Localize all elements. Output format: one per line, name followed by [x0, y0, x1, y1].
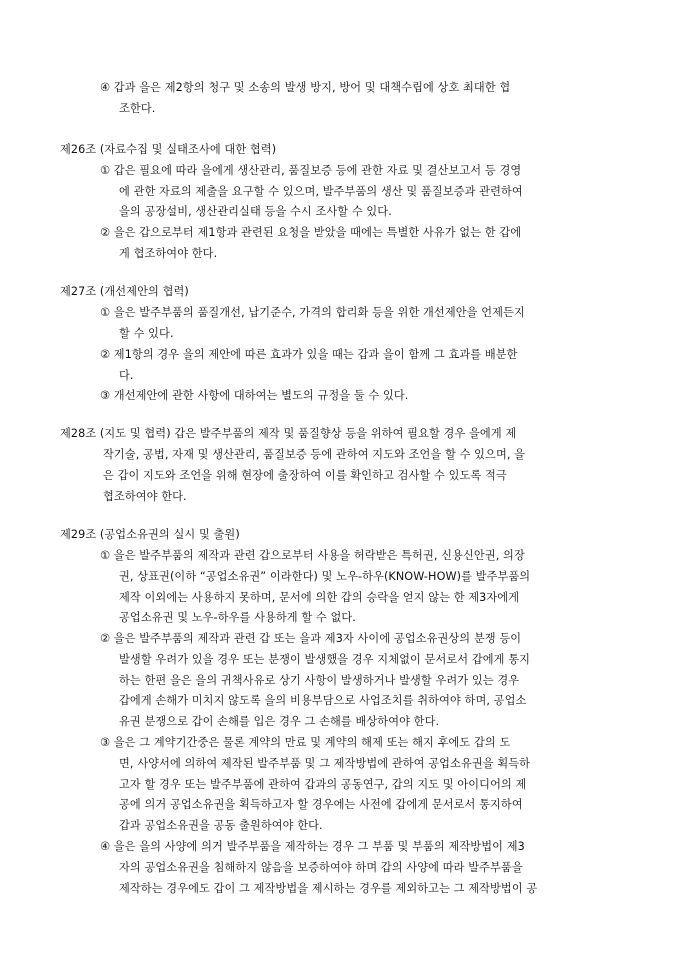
article-25-item-4-line-2: 조한다. — [119, 102, 156, 115]
article-29-item-2-line-5: 유권 분쟁으로 갑이 손해를 입은 경우 그 손해를 배상하여야 한다. — [119, 715, 440, 728]
article-25-item-4-line-1: ④ 갑과 을은 제2항의 청구 및 소송의 발생 방지, 방어 및 대책수립에 상호 최대한 협 — [100, 81, 511, 94]
article-26-item-1-line-1: ① 갑은 필요에 따라 을에게 생산관리, 품질보증 등에 관한 자료 및 결산보고서 등 경영 — [100, 164, 522, 177]
article-26-item-1-line-3: 을의 공장설비, 생산관리실태 등을 수시 조사할 수 있다. — [119, 205, 392, 218]
article-29-item-1-line-2: 권, 상표권(이하 “공업소유권” 이라한다) 및 노우-하우(KNOW-HOW)를 발주부품의 — [119, 570, 531, 583]
article-26-item-2-line-2: 게 협조하여야 한다. — [119, 247, 218, 260]
article-27-item-1-line-1: ① 을은 발주부품의 품질개선, 납기준수, 가격의 합리화 등을 위한 개선제안을 언제든지 — [100, 306, 525, 319]
article-27-item-1-line-2: 할 수 있다. — [119, 327, 174, 340]
article-29-item-4-line-2: 자의 공업소유권을 침해하지 않음을 보증하여야 하며 갑의 사양에 따라 발주부품을 — [119, 861, 523, 874]
article-29-item-4-line-3: 제작하는 경우에도 갑이 그 제작방법을 제시하는 경우를 제외하고는 그 제작방법이 공 — [119, 882, 538, 895]
article-29-item-2-line-2: 발생할 우려가 있을 경우 또는 분쟁이 발생했을 경우 지체없이 문서로서 갑에게 통지 — [119, 653, 531, 666]
article-28-line-1: 제28조 (지도 및 협력) 갑은 발주부품의 제작 및 품질향상 등을 위하여 필요할 경우 을에게 제 — [60, 427, 517, 440]
article-29-item-2-line-3: 하는 한편 을은 을의 귀책사유로 상기 사항이 발생하거나 발생할 우려가 있는 경우 — [119, 674, 520, 687]
article-29-title: 제29조 (공업소유권의 실시 및 출원) — [60, 528, 240, 541]
article-29-item-2-line-1: ② 을은 발주부품의 제작과 관련 갑 또는 을과 제3자 사이에 공업소유권상의 분쟁 등이 — [100, 632, 522, 645]
article-27-item-2-line-2: 다. — [119, 369, 134, 382]
article-27-title: 제27조 (개선제안의 협력) — [60, 285, 189, 298]
article-27-item-2-line-1: ② 제1항의 경우 을의 제안에 따른 효과가 있을 때는 갑과 을이 함께 그 효과를 배분한 — [100, 348, 518, 361]
article-29-item-3-line-2: 면, 사양서에 의하여 제작된 발주부품 및 그 제작방법에 관하여 공업소유권을 획득하 — [119, 757, 531, 770]
article-29-item-4-line-1: ④ 을은 을의 사양에 의거 발주부품을 제작하는 경우 그 부품 및 부품의 제작방법이 제3 — [100, 840, 525, 853]
article-29-item-2-line-4: 갑에게 손해가 미치지 않도록 을의 비용부담으로 사업조치를 취하여야 하며, 공업소 — [119, 694, 527, 707]
article-29-item-3-line-5: 갑과 공업소유권을 공동 출원하여야 한다. — [119, 819, 323, 832]
article-28-line-4: 협조하여야 한다. — [103, 490, 187, 503]
article-28-line-3: 은 갑이 지도와 조언을 위해 현장에 출장하여 이를 확인하고 검사할 수 있도록 적극 — [103, 469, 507, 482]
article-28-line-2: 작기술, 공법, 자재 및 생산관리, 품질보증 등에 관하여 지도와 조언을 할 수 있으며, 을 — [103, 448, 526, 461]
article-29-item-3-line-1: ③ 을은 그 계약기간중은 물론 계약의 만료 및 계약의 해제 또는 해지 후에도 갑의 도 — [100, 736, 511, 749]
article-29-item-3-line-4: 공에 의거 공업소유권을 획득하고자 할 경우에는 사전에 갑에게 문서로서 통지하여 — [119, 798, 523, 811]
article-26-title: 제26조 (자료수집 및 실태조사에 대한 협력) — [60, 143, 277, 156]
article-27-item-3-line-1: ③ 개선제안에 관한 사항에 대하여는 별도의 규정을 둘 수 있다. — [100, 389, 409, 402]
article-29-item-3-line-3: 고자 할 경우 또는 발주부품에 관하여 갑과의 공동연구, 갑의 지도 및 아이디어의 제 — [119, 778, 527, 791]
article-26-item-1-line-2: 에 관한 자료의 제출을 요구할 수 있으며, 발주부품의 생산 및 품질보증과 관련하여 — [119, 185, 523, 198]
article-29-item-1-line-3: 제작 이외에는 사용하지 못하며, 문서에 의한 갑의 승락을 얻지 않는 한 제3자에게 — [119, 591, 520, 604]
article-29-item-1-line-1: ① 을은 발주부품의 제작과 관련 갑으로부터 사용을 허락받은 특허권, 신용신안권, 의장 — [100, 549, 525, 562]
article-29-item-1-line-4: 공업소유권 및 노우-하우를 사용하게 할 수 없다. — [119, 611, 356, 624]
article-26-item-2-line-1: ② 을은 갑으로부터 제1항과 관련된 요청을 받았을 때에는 특별한 사유가 없는 한 갑에 — [100, 226, 522, 239]
